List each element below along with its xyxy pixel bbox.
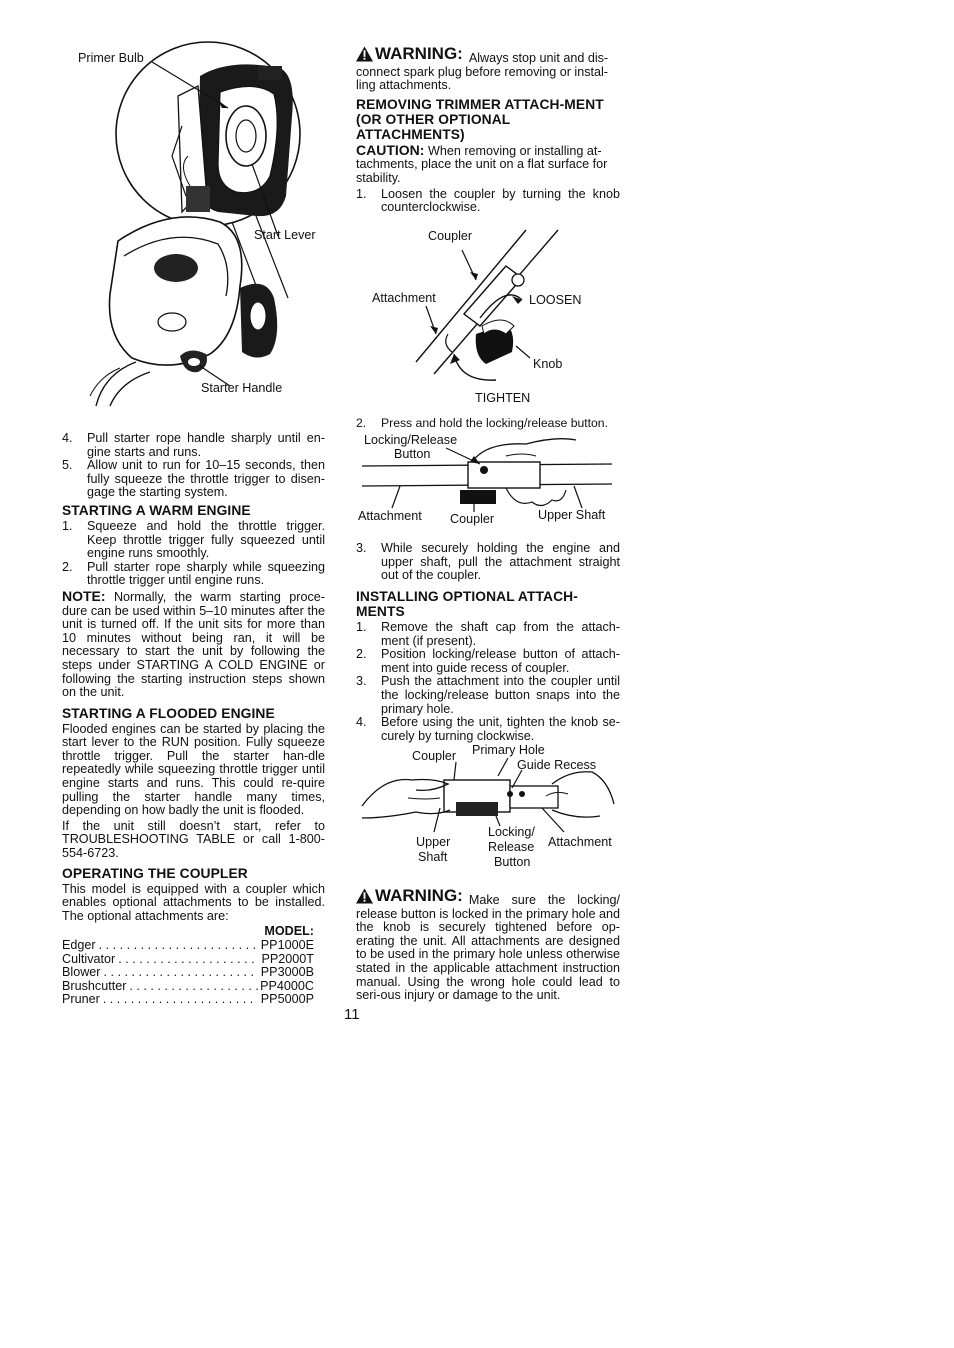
label-locking-release-1: Locking/Release [364, 433, 458, 447]
page-number: 11 [344, 1006, 360, 1023]
heading-warm-engine: STARTING A WARM ENGINE [62, 502, 251, 518]
warm-start-steps [62, 520, 325, 588]
label-locking-2: Release [488, 840, 535, 854]
note-label: NOTE: [62, 587, 106, 604]
warning-1-heading: WARNING: [356, 46, 463, 62]
table-row: Edger . . . PP1000E [62, 939, 314, 953]
warning-2: WARNING: Make sure the locking/ release button is locked in the primary hole and the knob is securely tightened before op-erating the unit. All attachments are designed to be used in the primary hole unless otherwise stated in the applicable attachment instruction manual. Using the wrong hole could lead to seri-ous injury or damage to the unit. [356, 886, 620, 1003]
label-starter-handle: Starter Handle [201, 381, 283, 395]
remove-steps-3 [356, 542, 620, 583]
table-row: Brushcutter . . . PP4000C [62, 980, 314, 994]
list-item: 2. Pull starter rope sharply while squeezing throttle trigger until engine runs. [62, 559, 325, 588]
label-coupler: Coupler [412, 749, 457, 763]
left-column [62, 432, 325, 1007]
table-row: Cultivator . . . PP2000T [62, 953, 314, 967]
remove-steps-1 [356, 188, 620, 215]
figure-press-button [356, 428, 620, 532]
warning-triangle-icon [356, 888, 373, 904]
label-upper-shaft-1: Upper [416, 835, 451, 849]
cold-start-steps-continued [62, 432, 325, 500]
flooded-paragraph: Flooded engines can be started by placing the start lever to the RUN position. Fully squeeze throttle trigger. Pull the starter han-dle repeatedly while squeezing throttle trigger until engine starts and runs. This could re-quire pulling the starter handle many times, depending on how badly the unit is flooded. [62, 721, 325, 818]
label-locking-1: Locking/ [488, 825, 535, 839]
label-primary-hole: Primary Hole [472, 743, 545, 757]
list-item: 1. Loosen the coupler by turning the knob counterclockwise. [356, 186, 620, 215]
label-loosen: LOOSEN [529, 293, 582, 307]
label-locking-3: Button [494, 855, 531, 869]
list-item: 3. Push the attachment into the coupler until the locking/release button snaps into the primary hole. [356, 674, 620, 716]
label-start-lever: Start Lever [254, 228, 316, 242]
label-upper-shaft-2: Shaft [418, 850, 448, 864]
list-item: 1. Remove the shaft cap from the attach-ment (if present). [356, 619, 620, 648]
label-attachment: Attachment [358, 509, 422, 523]
table-row: Blower . . . PP3000B [62, 966, 314, 980]
list-item: 5. Allow unit to run for 10–15 seconds, then fully squeeze the throttle trigger to disen-gage the starting system. [62, 458, 325, 500]
label-coupler: Coupler [450, 512, 495, 526]
list-item: 4. Pull starter rope handle sharply until en-gine starts and runs. [62, 431, 325, 459]
flooded-paragraph-2: If the unit still doesn’t start, refer to TROUBLESHOOTING TABLE or call 1-800-554-6723. [62, 818, 325, 861]
engine-start-illustration [60, 36, 330, 411]
label-primer-bulb: Primer Bulb [78, 51, 144, 65]
caution-paragraph: CAUTION: When removing or installing at-tachments, place the unit on a flat surface for stability. [356, 141, 608, 185]
label-attachment: Attachment [372, 291, 436, 305]
warning-2-heading: WARNING: [356, 888, 463, 904]
label-guide-recess: Guide Recess [517, 758, 597, 772]
heading-flooded-engine: STARTING A FLOODED ENGINE [62, 705, 275, 721]
heading-installing-attachments: INSTALLING OPTIONAL ATTACH-MENTS [356, 588, 578, 619]
figure-engine-start [60, 36, 330, 411]
warning-2-block [356, 888, 620, 1005]
coupler-paragraph: This model is equipped with a coupler which enables optional attachments to be installed. The optional attachments are: [62, 881, 325, 923]
heading-removing-attachment: REMOVING TRIMMER ATTACH-MENT (OR OTHER OPTIONAL ATTACHMENTS) [356, 96, 604, 142]
list-item: 2. Press and hold the locking/release button. [356, 415, 608, 430]
list-item: 3. While securely holding the engine and upper shaft, pull the attachment straight out of the coupler. [356, 541, 620, 583]
table-row: Pruner . . . PP5000P [62, 993, 314, 1007]
note-paragraph: NOTE: Normally, the warm starting proce-dure can be used within 5–10 minutes after the unit is turned off. If the unit sits for more than 10 minutes without being ran, it will be necessary to start the unit by following the steps under STARTING A COLD ENGINE or following the starting instruction steps shown on the unit. [62, 587, 326, 700]
attachment-model-table [62, 925, 314, 1007]
label-upper-shaft: Upper Shaft [538, 508, 606, 522]
figure-loosen-coupler [356, 222, 620, 412]
press-button-illustration [356, 428, 620, 532]
label-knob: Knob [533, 357, 563, 371]
model-header: MODEL: [264, 924, 314, 939]
list-item: 2. Position locking/release button of attach-ment into guide recess of coupler. [356, 647, 620, 675]
label-locking-release-2: Button [394, 447, 431, 461]
list-item: 1. Squeeze and hold the throttle trigger. Keep throttle trigger fully squeezed until engine runs smoothly. [62, 518, 325, 561]
warning-triangle-icon [356, 46, 373, 62]
label-coupler: Coupler [428, 229, 473, 243]
warning-1: WARNING: Always stop unit and dis-connect spark plug before removing or instal-ling attachments. [356, 44, 609, 93]
label-attachment: Attachment [548, 835, 612, 849]
loosen-coupler-illustration [356, 222, 620, 412]
list-item: 4. Before using the unit, tighten the knob se-curely by turning clockwise. [356, 715, 620, 743]
install-steps [356, 621, 620, 743]
install-attachment-illustration [356, 740, 620, 874]
figure-install-attachment [356, 740, 620, 874]
heading-operating-coupler: OPERATING THE COUPLER [62, 865, 248, 881]
caution-label: CAUTION: [356, 141, 425, 158]
label-tighten: TIGHTEN [475, 391, 531, 405]
